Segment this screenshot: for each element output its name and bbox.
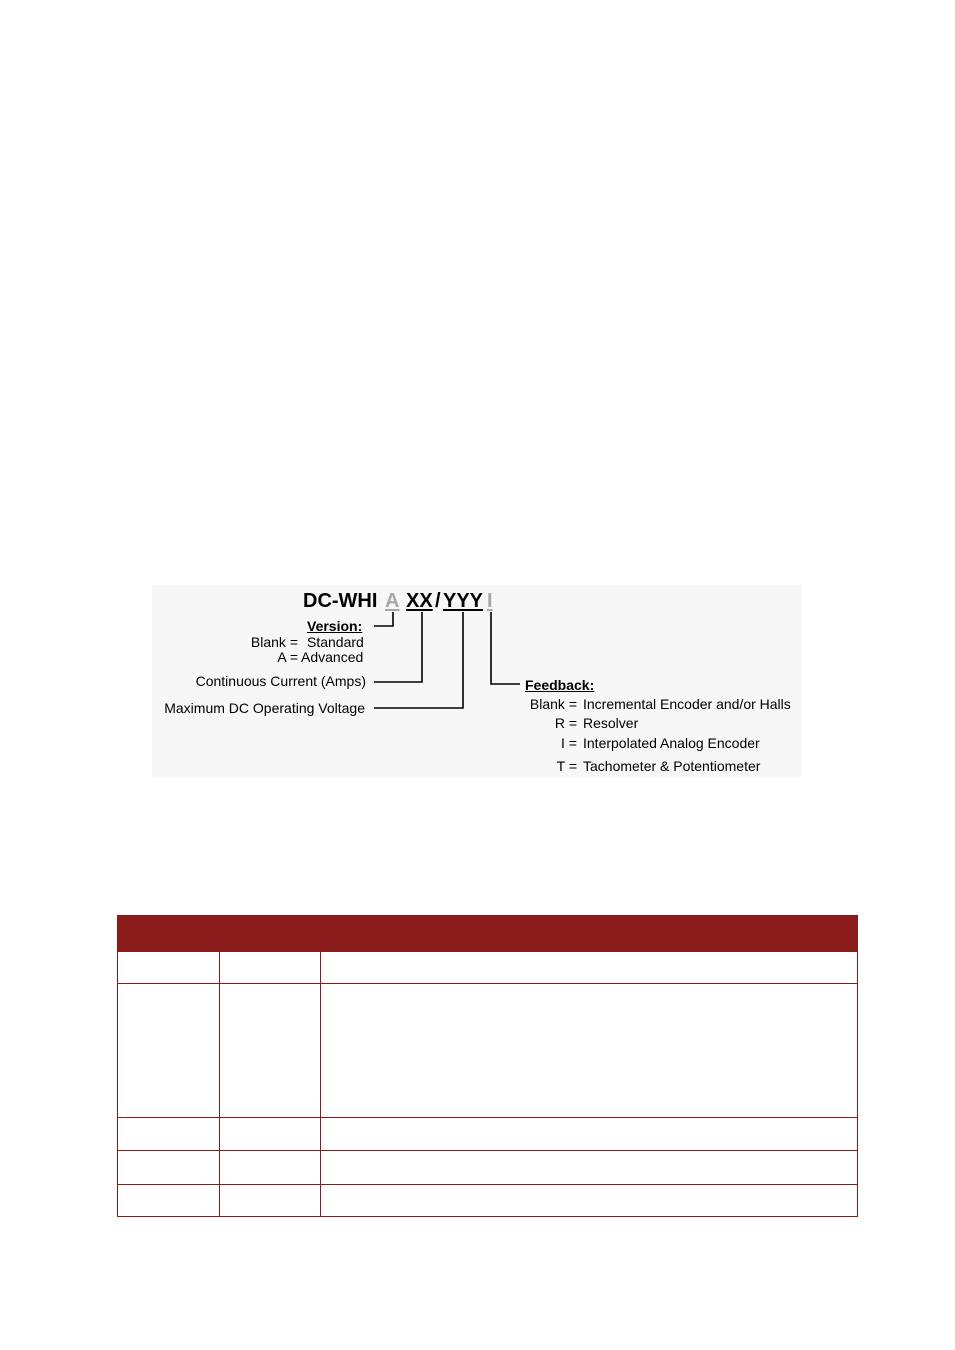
version-option-code: A = (277, 649, 298, 665)
version-option-label: Advanced (301, 649, 364, 665)
feedback-option-code: Blank = (529, 696, 577, 712)
table-cell (118, 1151, 220, 1184)
feedback-option-label: Tachometer & Potentiometer (583, 758, 761, 774)
code-separator: / (435, 590, 441, 612)
feedback-option-code: R = (554, 715, 577, 731)
table-row (118, 1151, 858, 1184)
voltage-code: YYY (443, 590, 484, 612)
table-cell (321, 1151, 858, 1184)
max-voltage-label: Maximum DC Operating Voltage (164, 700, 365, 716)
table-header-cell (118, 916, 321, 952)
table-row (118, 1118, 858, 1151)
table-cell (219, 984, 321, 1118)
table-row (118, 984, 858, 1118)
table-row (118, 1184, 858, 1216)
table-header-row (118, 916, 858, 952)
part-prefix: DC-WHI (303, 590, 378, 612)
table-cell (321, 1118, 858, 1151)
feedback-leader (491, 612, 520, 684)
table-cell (118, 1184, 220, 1216)
version-option-code: Blank = (250, 634, 298, 650)
table-cell (118, 984, 220, 1118)
version-code: A (385, 590, 400, 612)
table-header-cell (321, 916, 858, 952)
feedback-option-label: Resolver (583, 715, 639, 731)
table-cell (118, 952, 220, 984)
version-option-label: Standard (307, 634, 364, 650)
table-cell (219, 1184, 321, 1216)
feedback-option-code: T = (556, 758, 577, 774)
table-cell (219, 1151, 321, 1184)
table-row (118, 952, 858, 984)
table-cell (219, 952, 321, 984)
table-cell (321, 984, 858, 1118)
feedback-option-code: I = (561, 735, 577, 751)
feedback-option-label: Interpolated Analog Encoder (583, 735, 760, 751)
feedback-code: I (487, 590, 493, 612)
continuous-current-label: Continuous Current (Amps) (195, 673, 366, 689)
feedback-heading: Feedback: (525, 677, 595, 693)
table-cell (321, 1184, 858, 1216)
table-cell (118, 1118, 220, 1151)
current-leader (374, 612, 422, 682)
current-code: XX (406, 590, 433, 612)
version-leader (374, 612, 393, 626)
feedback-option-label: Incremental Encoder and/or Halls (583, 696, 791, 712)
table-cell (321, 952, 858, 984)
table-cell (219, 1118, 321, 1151)
version-heading: Version: (307, 618, 363, 634)
options-table (117, 915, 858, 1217)
